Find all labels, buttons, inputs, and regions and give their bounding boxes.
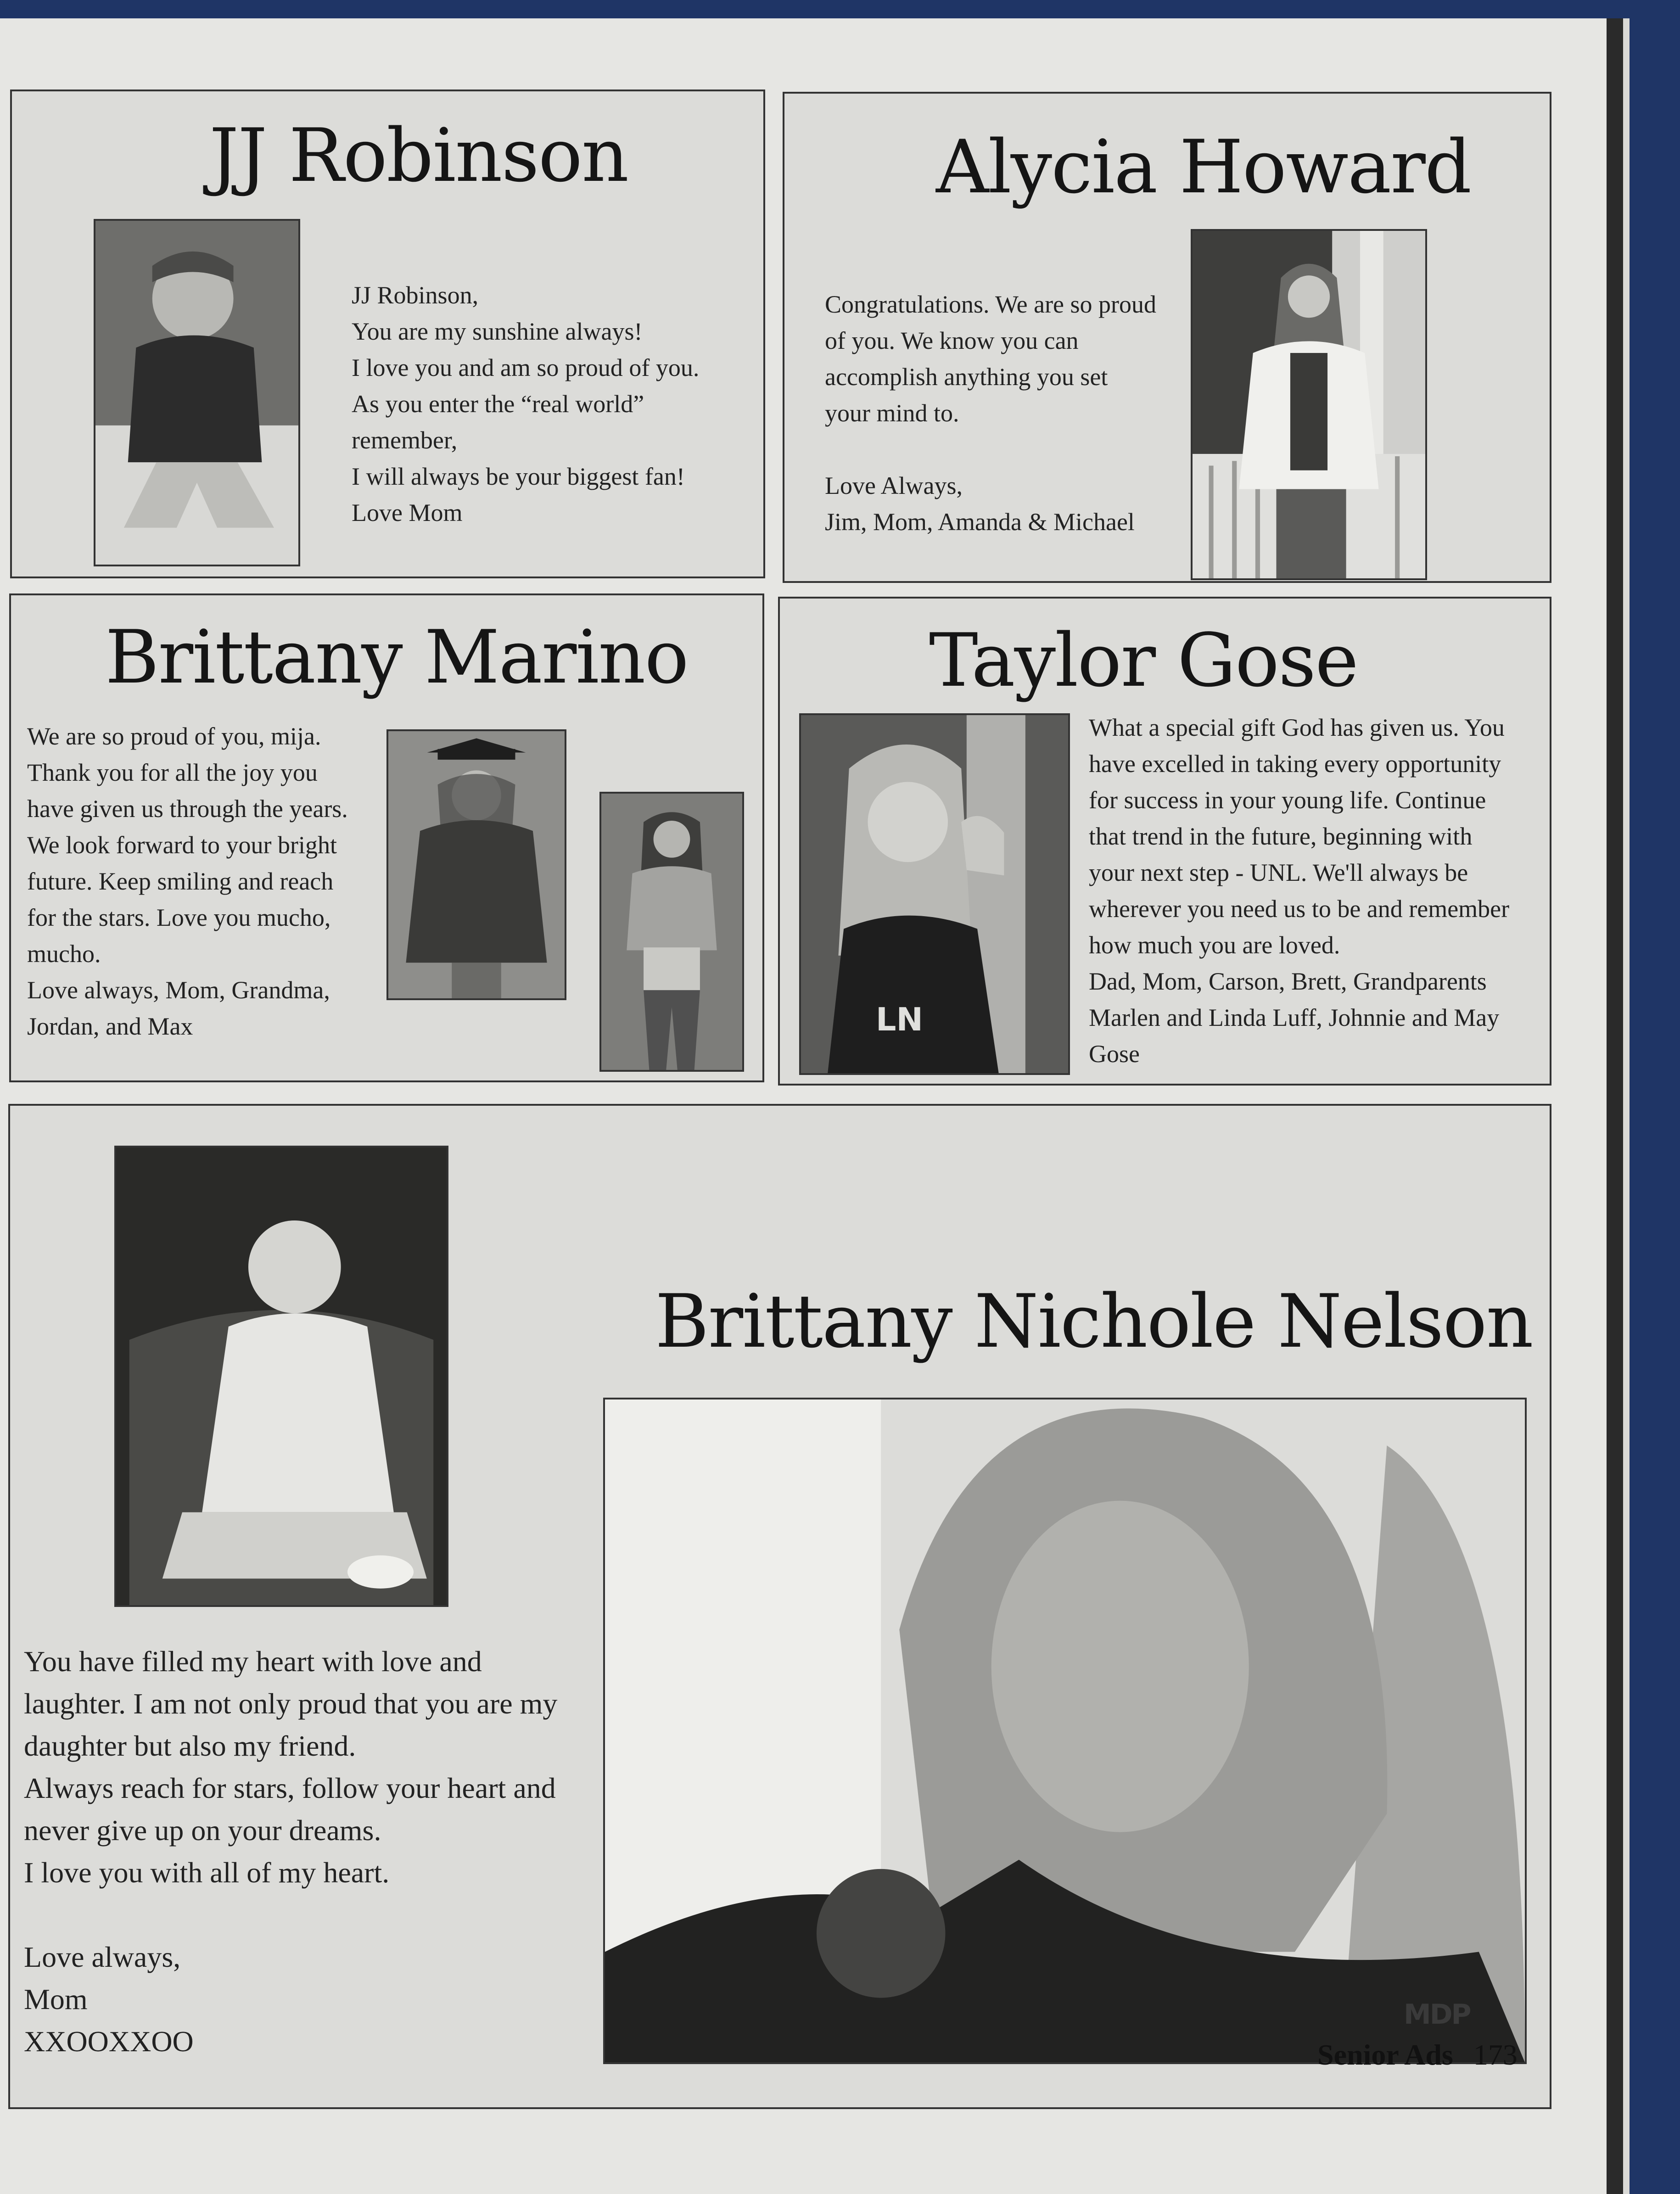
senior-portrait-photo bbox=[603, 1398, 1527, 2064]
page-binding-edge bbox=[1607, 18, 1623, 2194]
ad-brittany-nichole-nelson bbox=[8, 1104, 1551, 2109]
casual-photo bbox=[599, 792, 744, 1072]
page-footer bbox=[1317, 2038, 1518, 2072]
section-title: Senior Ads bbox=[1317, 2038, 1453, 2071]
page-edge bbox=[1623, 18, 1630, 2194]
ad-alycia-howard bbox=[783, 92, 1551, 583]
ad-message: Congratulations. We are so proud of you. We know you can accomplish anything you set your mind to. Love Always, Jim, Mom, Amanda & Michael bbox=[825, 291, 1157, 536]
ad-title: Brittany Nichole Nelson bbox=[655, 1278, 1533, 1364]
page-number: 173 bbox=[1473, 2038, 1518, 2071]
ad-title: Taylor Gose bbox=[929, 617, 1358, 703]
baby-photo bbox=[94, 219, 300, 566]
graduation-photo bbox=[386, 729, 566, 1000]
photographer-logo: MDP bbox=[1404, 1998, 1470, 2031]
ad-message: We are so proud of you, mija. Thank you for all the joy you have given us through the years. We look forward to your bright future. Keep smiling and reach for the stars. Love you mucho, mucho. Love always, Mom, Grandma, Jordan, and Max bbox=[27, 722, 348, 1040]
baby-photo bbox=[114, 1146, 448, 1607]
ad-title: JJ Robinson bbox=[209, 112, 628, 198]
ad-jj-robinson bbox=[10, 90, 765, 578]
ad-taylor-gose bbox=[778, 597, 1551, 1086]
senior-photo bbox=[799, 713, 1070, 1075]
ad-brittany-marino bbox=[9, 593, 764, 1082]
svg-text:LN: LN bbox=[875, 1001, 923, 1038]
ad-title: Brittany Marino bbox=[105, 614, 688, 700]
portrait-photo bbox=[1191, 229, 1427, 580]
ad-message: You have filled my heart with love and laughter. I am not only proud that you are my daughter but also my friend. Always reach for stars, follow your heart and never give up on your dreams. I love you with all of my heart. Love always, Mom XXOOXXOO bbox=[24, 1645, 558, 2058]
ad-message: JJ Robinson, You are my sunshine always! I love you and am so proud of you. As you enter the “real world” remember, I will always be your biggest fan! Love Mom bbox=[352, 281, 700, 526]
ad-title: Alycia Howard bbox=[936, 124, 1471, 210]
ad-message: What a special gift God has given us. You have excelled in taking every opportunity for success in your young life. Continue that trend in the future, beginning with your next step - UNL. We'll always be wherever you need us to be and remember how much you are loved. Dad, Mom, Carson, Brett, Grandparents Marlen and Linda Luff, Johnnie and May Gose bbox=[1089, 714, 1510, 1068]
